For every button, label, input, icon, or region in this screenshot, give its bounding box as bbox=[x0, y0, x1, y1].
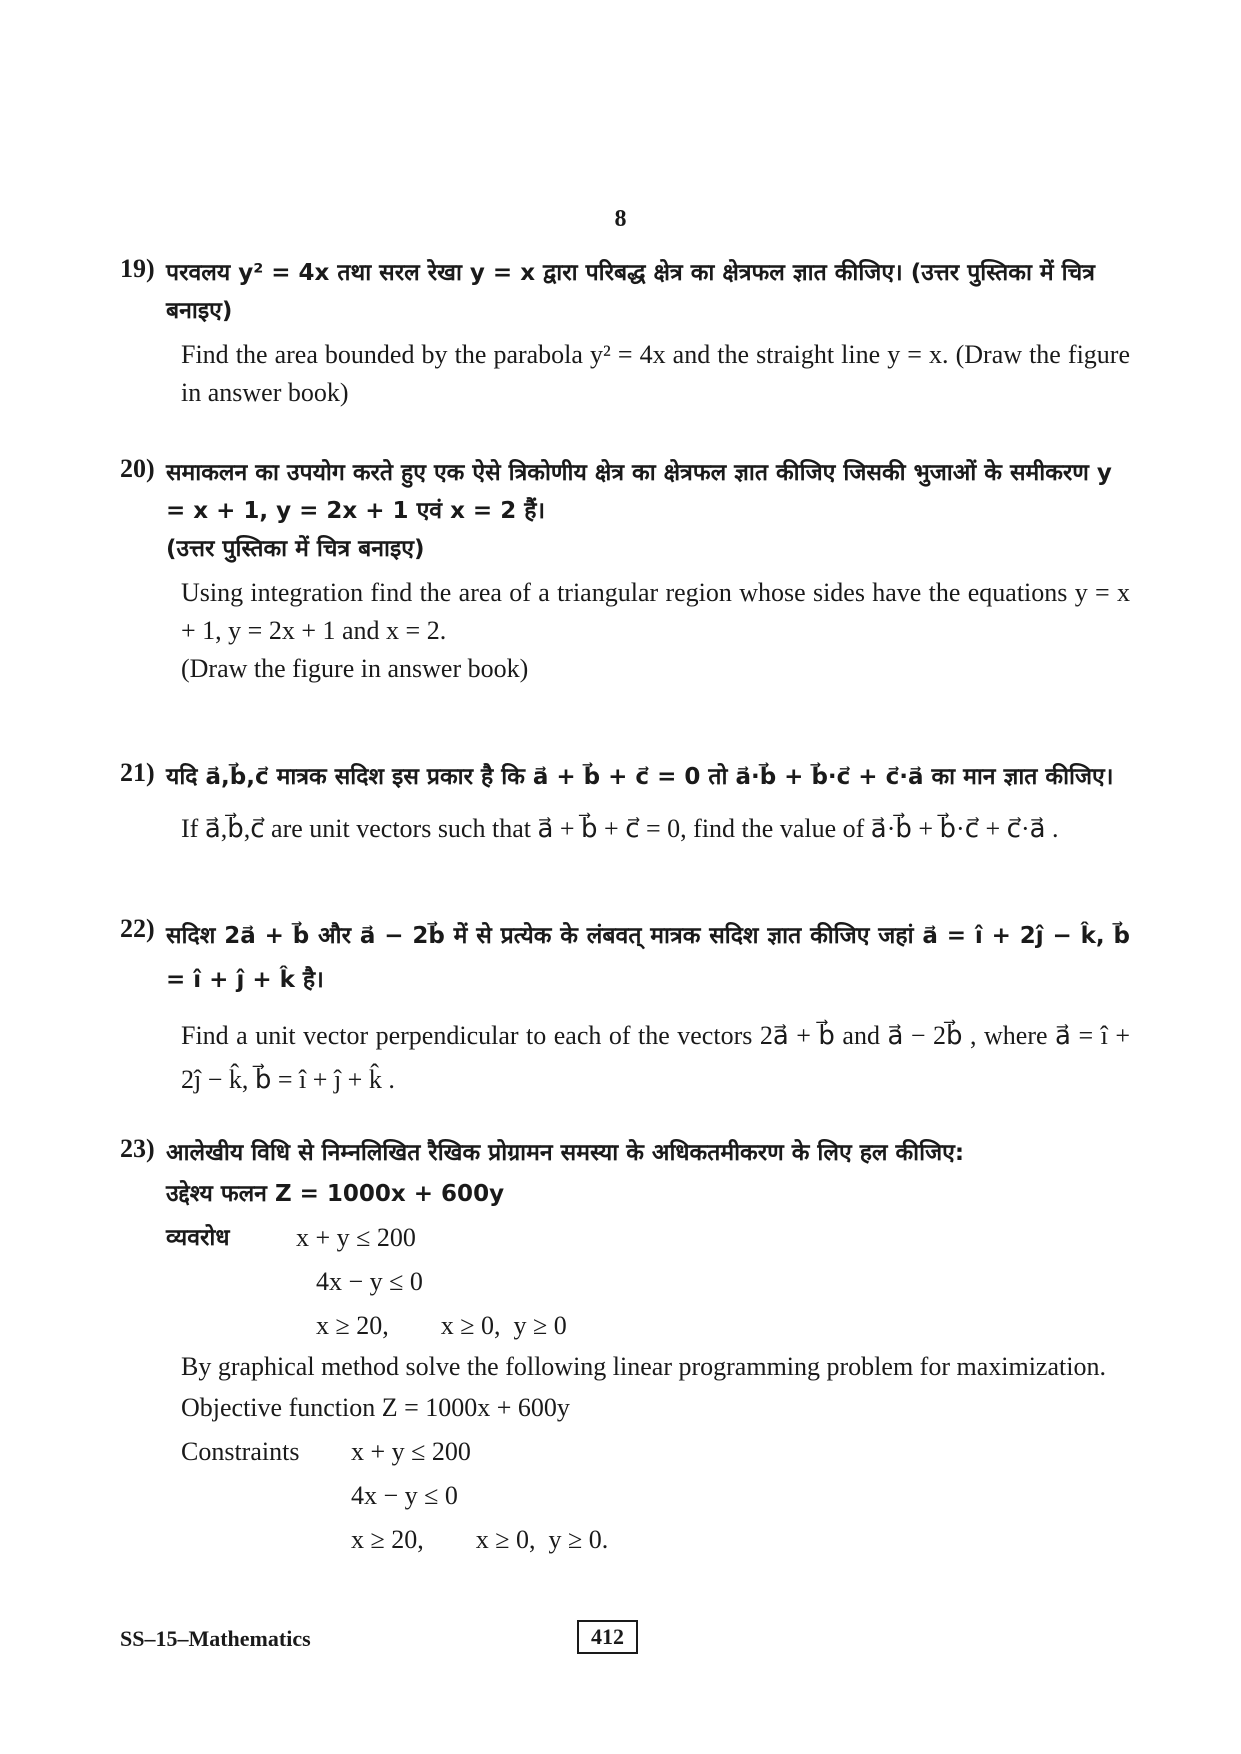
question-number: 21) bbox=[120, 758, 155, 787]
question-19 bbox=[120, 254, 1130, 412]
question-number: 22) bbox=[120, 914, 155, 943]
hindi-constraints-row bbox=[166, 1216, 1130, 1260]
question-hindi: समाकलन का उपयोग करते हुए एक ऐसे त्रिकोणीय क्षेत्र का क्षेत्रफल ज्ञात कीजिए जिसकी भुजाओं के समीकरण y = x + 1, y = 2x + 1 एवं x = 2 हैं। bbox=[166, 460, 1112, 524]
page-number: 8 bbox=[614, 206, 627, 232]
hindi-constraint-3: x ≥ 20, x ≥ 0, y ≥ 0 bbox=[316, 1311, 567, 1340]
english-constraint-1: x + y ≤ 200 bbox=[351, 1437, 471, 1466]
hindi-constraints-label: व्यवरोध bbox=[166, 1225, 230, 1251]
question-english: By graphical method solve the following linear programming problem for maximization. bbox=[181, 1352, 1106, 1381]
question-21 bbox=[120, 758, 1130, 848]
footer-code-box: 412 bbox=[577, 1620, 638, 1654]
question-number: 20) bbox=[120, 454, 155, 483]
english-constraint-3: x ≥ 20, x ≥ 0, y ≥ 0. bbox=[351, 1525, 609, 1554]
question-hindi: आलेखीय विधि से निम्नलिखित रैखिक प्रोग्रामन समस्या के अधिकतमीकरण के लिए हल कीजिए: bbox=[166, 1140, 965, 1166]
hindi-constraint-2: 4x − y ≤ 0 bbox=[316, 1267, 423, 1296]
question-hindi: यदि a⃗,b⃗,c⃗ मात्रक सदिश इस प्रकार है कि a⃗ + b⃗ + c⃗ = 0 तो a⃗·b⃗ + b⃗·c⃗ + c⃗·a⃗ का मान ज्ञात कीजिए। bbox=[166, 764, 1114, 790]
question-23 bbox=[120, 1134, 1130, 1562]
english-constraint-2: 4x − y ≤ 0 bbox=[351, 1481, 458, 1510]
english-objective: Objective function Z = 1000x + 600y bbox=[181, 1393, 570, 1422]
english-constraints-row bbox=[181, 1430, 1130, 1474]
question-english: If a⃗,b⃗,c⃗ are unit vectors such that a⃗ + b⃗ + c⃗ = 0, find the value of a⃗·b⃗ + b⃗·c⃗ + c⃗·a⃗ . bbox=[181, 814, 1059, 843]
question-hindi: परवलय y² = 4x तथा सरल रेखा y = x द्वारा परिबद्ध क्षेत्र का क्षेत्रफल ज्ञात कीजिए। (उत्तर पुस्तिका में चित्र बनाइए) bbox=[166, 260, 1095, 324]
question-english: Using integration find the area of a triangular region whose sides have the equations y = x + 1, y = 2x + 1 and x = 2. bbox=[181, 578, 1130, 645]
english-constraints-label: Constraints bbox=[181, 1437, 300, 1466]
question-22 bbox=[120, 914, 1130, 1102]
question-english-note: (Draw the figure in answer book) bbox=[181, 654, 529, 683]
question-english: Find a unit vector perpendicular to each of the vectors 2a⃗ + b⃗ and a⃗ − 2b⃗ , where a⃗ = î + 2ĵ − k̂, b⃗ = î + ĵ + k̂ . bbox=[181, 1021, 1130, 1094]
footer-subject: SS–15–Mathematics bbox=[120, 1626, 311, 1651]
question-hindi: सदिश 2a⃗ + b⃗ और a⃗ − 2b⃗ में से प्रत्येक के लंबवत् मात्रक सदिश ज्ञात कीजिए जहां a⃗ = î + 2ĵ − k̂, b⃗ = î + ĵ + k̂ है। bbox=[166, 923, 1130, 993]
hindi-objective: उद्देश्य फलन Z = 1000x + 600y bbox=[166, 1181, 505, 1207]
hindi-constraint-1: x + y ≤ 200 bbox=[296, 1223, 416, 1252]
question-english: Find the area bounded by the parabola y² = 4x and the straight line y = x. (Draw the figure in answer book) bbox=[181, 340, 1130, 407]
question-number: 19) bbox=[120, 254, 155, 283]
question-20 bbox=[120, 454, 1130, 688]
question-number: 23) bbox=[120, 1134, 155, 1163]
question-hindi-note: (उत्तर पुस्तिका में चित्र बनाइए) bbox=[166, 536, 425, 562]
